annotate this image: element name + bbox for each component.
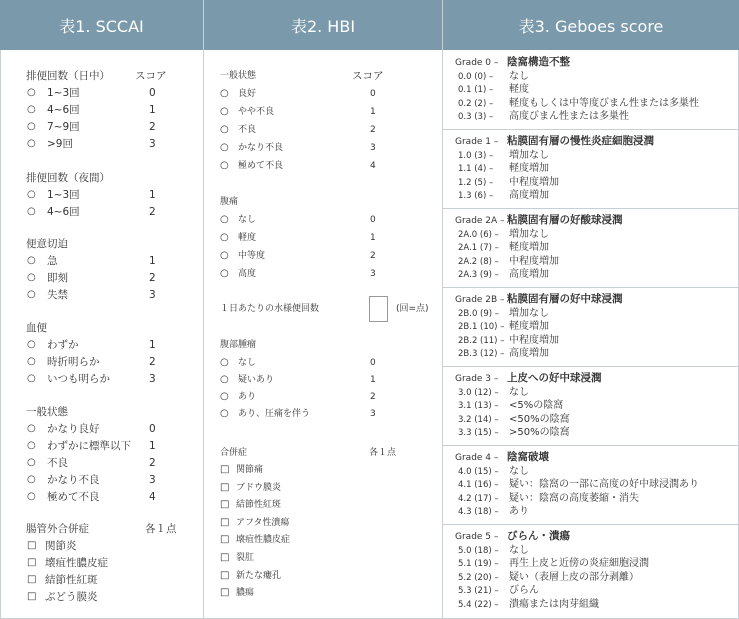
grade-code: 3.2 (14) –	[458, 414, 499, 425]
grade-title: 上皮への好中球浸潤	[507, 372, 602, 384]
grade-description: 増加なし	[509, 307, 549, 319]
checkbox-square-icon: □	[27, 557, 37, 568]
hbi-option-score: 3	[370, 269, 376, 279]
grade-description: 増加なし	[509, 149, 549, 161]
radio-circle-icon: ○	[27, 104, 36, 115]
sccai-option-score: 2	[149, 272, 156, 284]
sccai-complication-item: 関節炎	[45, 540, 77, 552]
grade-title: びらん・潰瘍	[507, 530, 570, 542]
sccai-section-title: 一般状態	[26, 406, 68, 418]
grade-code: 1.1 (4) –	[458, 164, 494, 175]
grade-code: 0.2 (2) –	[458, 98, 494, 109]
checkbox-square-icon: □	[27, 591, 37, 602]
hbi-mass-score: 0	[370, 358, 376, 368]
radio-circle-icon: ○	[27, 491, 36, 502]
radio-circle-icon: ○	[220, 106, 229, 117]
hbi-option-score: 0	[370, 89, 376, 99]
grade-label: Grade 3 –	[455, 374, 499, 384]
sccai-option-score: 4	[149, 491, 156, 503]
sccai-complication-title: 腸管外合併症	[26, 523, 89, 535]
sccai-option-score: 2	[149, 121, 156, 133]
grade-code: 0.3 (3) –	[458, 112, 494, 123]
radio-circle-icon: ○	[220, 391, 229, 402]
radio-circle-icon: ○	[220, 357, 229, 368]
hbi-option-score: 1	[370, 233, 376, 243]
hbi-option-label: かなり不良	[238, 143, 284, 153]
geboes-header	[443, 0, 739, 50]
hbi-option-label: 良好	[238, 89, 257, 99]
sccai-score-header: スコア	[135, 70, 167, 82]
grade-code: 3.3 (15) –	[458, 428, 499, 439]
grade-code: 2A.2 (8) –	[458, 256, 499, 267]
hbi-option-score: 3	[370, 143, 376, 153]
sccai-option-score: 1	[149, 189, 156, 201]
radio-circle-icon: ○	[220, 250, 229, 261]
grade-code: 1.2 (5) –	[458, 177, 494, 188]
radio-circle-icon: ○	[27, 87, 36, 98]
grade-description: なし	[509, 544, 529, 556]
grade-description: 軽度	[509, 84, 529, 96]
radio-circle-icon: ○	[220, 160, 229, 171]
grade-description: <50%の陰窩	[509, 413, 570, 425]
grade-label: Grade 0 –	[455, 58, 499, 68]
hbi-header	[204, 0, 442, 50]
grade-description: なし	[509, 386, 529, 398]
grade-label: Grade 5 –	[455, 532, 499, 542]
hbi-header-label: 表2. HBI	[290, 16, 356, 36]
grade-code: 5.2 (20) –	[458, 572, 499, 583]
grade-code: 4.0 (15) –	[458, 466, 499, 477]
hbi-complication-item: 新たな瘻孔	[236, 570, 282, 581]
hbi-complication-item: 関節痛	[236, 465, 264, 475]
grade-description: 再生上皮と近傍の炎症細胞浸潤	[509, 558, 649, 570]
grade-description: 潰瘍または肉芽組織	[509, 599, 599, 610]
grade-title: 粘膜固有層の好中球浸潤	[507, 293, 623, 305]
sccai-option-label: わずかに標準以下	[47, 440, 131, 452]
sccai-option-label: 4~6回	[47, 206, 80, 218]
sccai-header-label: 表1. SCCAI	[59, 16, 144, 36]
radio-circle-icon: ○	[27, 272, 36, 283]
grade-title: 粘膜固有層の慢性炎症細胞浸潤	[507, 135, 654, 147]
hbi-option-score: 4	[370, 161, 376, 171]
hbi-option-label: 中等度	[238, 251, 266, 261]
grade-description: あり	[509, 506, 529, 518]
grade-code: 5.4 (22) –	[458, 600, 499, 610]
hbi-mass-score: 3	[370, 409, 376, 419]
grade-description: 疑い：陰窩の一部に高度の好中球浸潤あり	[509, 479, 699, 491]
checkbox-square-icon: □	[220, 534, 230, 546]
grade-description: <5%の陰窩	[509, 400, 564, 412]
hbi-option-score: 2	[370, 125, 376, 135]
radio-circle-icon: ○	[220, 124, 229, 135]
hbi-option-label: 高度	[238, 269, 257, 279]
checkbox-square-icon: □	[27, 574, 37, 585]
checkbox-square-icon: □	[220, 481, 230, 493]
checkbox-square-icon: □	[27, 540, 37, 551]
hbi-complication-score: 各１点	[369, 448, 397, 458]
grade-code: 5.1 (19) –	[458, 559, 499, 570]
grade-code: 4.1 (16) –	[458, 480, 499, 491]
hbi-option-label: 軽度	[238, 233, 257, 243]
grade-code: 2A.3 (9) –	[458, 270, 499, 281]
grade-divider	[443, 287, 739, 288]
grade-description: 中程度増加	[509, 176, 559, 188]
sccai-option-score: 2	[149, 457, 156, 469]
hbi-option-score: 0	[370, 215, 376, 225]
sccai-complication-score: 各１点	[145, 523, 177, 535]
sccai-option-label: 1~3回	[47, 87, 80, 99]
grade-divider	[443, 208, 739, 209]
grade-title: 陰窩構造不整	[507, 56, 570, 68]
radio-circle-icon: ○	[220, 374, 229, 385]
grade-code: 2A.1 (7) –	[458, 243, 499, 254]
sccai-option-label: かなり良好	[47, 423, 100, 435]
hbi-mass-label: あり、圧痛を伴う	[238, 409, 311, 419]
sccai-option-label: いつも明らか	[47, 373, 110, 385]
radio-circle-icon: ○	[220, 142, 229, 153]
hbi-complication-item: 壊疽性膿皮症	[236, 535, 291, 546]
sccai-option-score: 1	[149, 255, 156, 267]
grade-divider	[443, 129, 739, 130]
grade-code: 2B.2 (11) –	[458, 335, 505, 346]
sccai-option-score: 3	[149, 474, 156, 486]
grade-code: 1.0 (3) –	[458, 150, 494, 161]
hbi-mass-score: 2	[370, 392, 376, 402]
hbi-option-score: 1	[370, 107, 376, 117]
hbi-option-label: 極めて不良	[238, 161, 284, 171]
grade-code: 4.3 (18) –	[458, 507, 499, 518]
sccai-option-score: 2	[149, 356, 156, 368]
grade-code: 3.1 (13) –	[458, 401, 499, 412]
checkbox-square-icon: □	[220, 552, 230, 563]
sccai-option-label: 不良	[47, 457, 68, 469]
hbi-option-label: やや不良	[238, 107, 275, 117]
grade-code: 5.0 (18) –	[458, 545, 499, 556]
sccai-option-label: 4~6回	[47, 104, 80, 116]
hbi-complication-item: ブドウ膜炎	[236, 482, 282, 493]
grade-label: Grade 1 –	[455, 137, 499, 147]
grade-description: 高度増加	[509, 190, 549, 202]
hbi-stool-label: １日あたりの水様便回数	[220, 304, 320, 314]
sccai-option-label: 極めて不良	[47, 491, 100, 503]
sccai-option-label: わずか	[47, 339, 79, 351]
hbi-stool-unit: (回=点)	[396, 304, 429, 314]
hbi-complication-item: アフタ性潰瘍	[236, 517, 290, 528]
hbi-section-title: 一般状態	[220, 71, 257, 81]
grade-description: 中程度増加	[509, 334, 559, 346]
column-divider	[442, 0, 443, 619]
sccai-option-score: 1	[149, 104, 156, 116]
sccai-option-label: かなり不良	[47, 474, 100, 486]
sccai-option-label: 7~9回	[47, 121, 80, 133]
grade-title: 陰窩破壊	[507, 451, 549, 463]
radio-circle-icon: ○	[27, 423, 36, 434]
sccai-option-score: 2	[149, 206, 156, 218]
grade-description: >50%の陰窩	[509, 427, 570, 439]
grade-label: Grade 2A –	[455, 216, 505, 226]
radio-circle-icon: ○	[220, 88, 229, 99]
radio-circle-icon: ○	[27, 356, 36, 367]
radio-circle-icon: ○	[220, 268, 229, 279]
sccai-complication-item: ぶどう膜炎	[45, 591, 98, 603]
hbi-complication-item: 結節性紅斑	[236, 500, 282, 511]
radio-circle-icon: ○	[27, 255, 36, 266]
hbi-section-title: 腹痛	[220, 197, 239, 207]
sccai-header	[0, 0, 203, 50]
sccai-option-label: 急	[47, 255, 58, 267]
sccai-option-score: 3	[149, 373, 156, 385]
sccai-option-score: 0	[149, 87, 156, 99]
grade-description: 軽度増加	[509, 242, 549, 254]
hbi-option-label: 不良	[238, 125, 257, 135]
grade-code: 1.3 (6) –	[458, 191, 494, 202]
grade-label: Grade 4 –	[455, 453, 499, 463]
checkbox-square-icon: □	[220, 516, 230, 528]
hbi-mass-label: あり	[238, 392, 257, 402]
sccai-complication-item: 結節性紅斑	[45, 574, 98, 586]
sccai-section-title: 排便回数（日中）	[26, 70, 110, 82]
sccai-option-label: 時折明らか	[47, 356, 100, 368]
hbi-stool-input	[369, 296, 388, 322]
grade-code: 5.3 (21) –	[458, 586, 499, 597]
sccai-option-label: 失禁	[47, 289, 68, 301]
sccai-option-label: 即刻	[47, 272, 68, 284]
geboes-header-label: 表3. Geboes score	[518, 16, 664, 36]
radio-circle-icon: ○	[220, 408, 229, 419]
radio-circle-icon: ○	[27, 206, 36, 217]
grade-label: Grade 2B –	[455, 295, 505, 305]
grade-description: 軽度もしくは中等度びまん性または多巣性	[509, 97, 699, 109]
grade-description: 高度増加	[509, 269, 549, 281]
hbi-complication-item: 膿瘍	[236, 588, 255, 599]
grade-divider	[443, 445, 739, 446]
grade-code: 2B.0 (9) –	[458, 308, 500, 319]
radio-circle-icon: ○	[27, 289, 36, 300]
radio-circle-icon: ○	[27, 189, 36, 200]
grade-description: 軽度増加	[509, 163, 549, 175]
column-divider	[203, 0, 204, 619]
checkbox-square-icon: □	[220, 464, 230, 475]
grade-code: 0.0 (0) –	[458, 71, 494, 82]
sccai-section-title: 排便回数（夜間）	[26, 172, 110, 184]
grade-description: 軽度増加	[509, 321, 549, 333]
sccai-option-score: 1	[149, 339, 156, 351]
grade-code: 3.0 (12) –	[458, 387, 499, 398]
sccai-option-score: 3	[149, 289, 156, 301]
grade-code: 2B.1 (10) –	[458, 322, 505, 333]
grade-divider	[443, 524, 739, 525]
grade-description: 増加なし	[509, 228, 549, 240]
grade-description: 疑い（表層上皮の部分剥離）	[509, 571, 639, 583]
radio-circle-icon: ○	[27, 440, 36, 451]
radio-circle-icon: ○	[27, 339, 36, 350]
grade-description: 高度増加	[509, 348, 549, 360]
grade-code: 4.2 (17) –	[458, 493, 499, 504]
sccai-option-score: 1	[149, 440, 156, 452]
grade-description: なし	[509, 465, 529, 477]
sccai-option-label: >9回	[47, 138, 73, 150]
radio-circle-icon: ○	[27, 373, 36, 384]
grade-description: びらん	[509, 585, 539, 597]
grade-description: 中程度増加	[509, 255, 559, 267]
radio-circle-icon: ○	[27, 121, 36, 132]
hbi-score-header: スコア	[352, 70, 384, 82]
checkbox-square-icon: □	[220, 587, 230, 599]
hbi-complication-title: 合併症	[220, 448, 248, 458]
radio-circle-icon: ○	[220, 232, 229, 243]
grade-code: 2A.0 (6) –	[458, 229, 499, 240]
radio-circle-icon: ○	[27, 457, 36, 468]
radio-circle-icon: ○	[27, 138, 36, 149]
grade-description: なし	[509, 70, 529, 82]
checkbox-square-icon: □	[220, 569, 230, 581]
sccai-complication-item: 壊疽性膿皮症	[45, 557, 108, 569]
radio-circle-icon: ○	[27, 474, 36, 485]
hbi-option-label: なし	[238, 215, 257, 225]
radio-circle-icon: ○	[220, 214, 229, 225]
hbi-mass-score: 1	[370, 375, 376, 385]
grade-description: 高度びまん性または多巣性	[509, 111, 629, 123]
hbi-mass-label: 疑いあり	[238, 375, 275, 385]
grade-divider	[443, 366, 739, 367]
sccai-option-score: 0	[149, 423, 156, 435]
grade-code: 0.1 (1) –	[458, 85, 494, 96]
sccai-option-label: 1~3回	[47, 189, 80, 201]
sccai-section-title: 血便	[26, 322, 47, 334]
sccai-option-score: 3	[149, 138, 156, 150]
hbi-mass-label: なし	[238, 358, 257, 368]
hbi-option-score: 2	[370, 251, 376, 261]
sccai-section-title: 便意切迫	[26, 238, 68, 250]
hbi-mass-title: 腹部腫瘤	[220, 340, 257, 350]
hbi-complication-item: 裂肛	[236, 553, 255, 563]
grade-title: 粘膜固有層の好酸球浸潤	[507, 214, 623, 226]
grade-description: 疑い：陰窩の高度萎縮・消失	[509, 492, 639, 504]
checkbox-square-icon: □	[220, 499, 230, 511]
grade-code: 2B.3 (12) –	[458, 349, 505, 360]
